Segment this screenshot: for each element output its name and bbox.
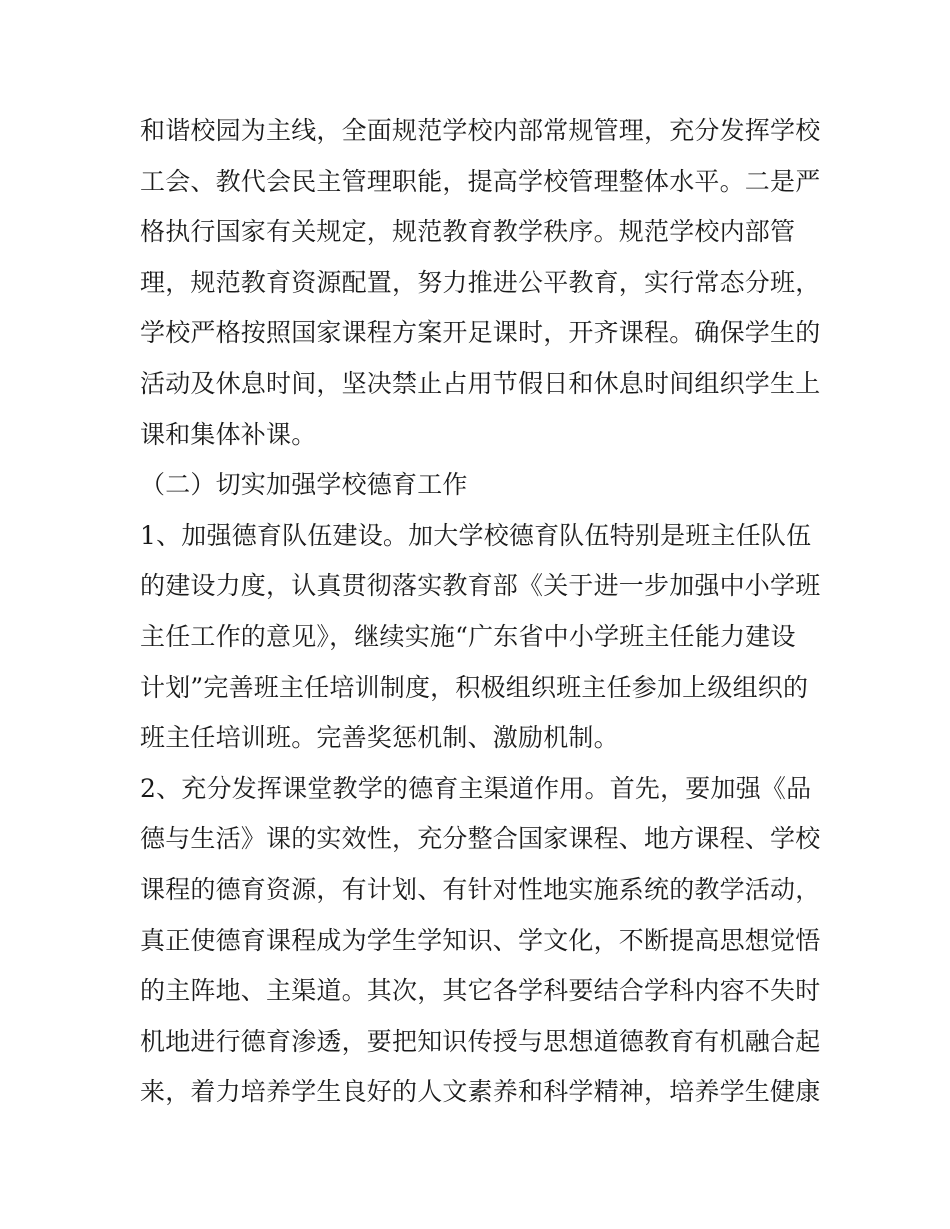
- body-line-5: 学校严格按照国家课程方案开足课时，开齐课程。确保学生的: [140, 318, 821, 348]
- body-line-3: 格执行国家有关规定，规范教育教学秩序。规范学校内部管: [140, 217, 796, 247]
- item-2-line-3: 课程的德育资源，有计划、有针对性地实施系统的教学活动，: [140, 874, 821, 904]
- item-1-line-5: 班主任培训班。完善奖惩机制、激励机制。: [140, 723, 619, 753]
- item-1-line-4: 计划”完善班主任培训制度，积极组织班主任参加上级组织的: [140, 672, 809, 702]
- item-1-line-3: 主任工作的意见》，继续实施“广东省中小学班主任能力建设: [140, 621, 796, 651]
- body-line-2: 工会、教代会民主管理职能，提高学校管理整体水平。二是严: [140, 166, 821, 196]
- item-2-line-7: 来，着力培养学生良好的人文素养和科学精神，培养学生健康: [140, 1077, 821, 1107]
- document-body: [140, 106, 820, 1118]
- item-2-line-2: 德与生活》课的实效性，充分整合国家课程、地方课程、学校: [140, 824, 821, 854]
- body-line-7: 课和集体补课。: [140, 419, 317, 449]
- item-1-line-2: 的建设力度，认真贯彻落实教育部《关于进一步加强中小学班: [140, 571, 821, 601]
- item-2-line-5: 的主阵地、主渠道。其次，其它各学科要结合学科内容不失时: [140, 976, 821, 1006]
- body-line-4: 理，规范教育资源配置，努力推进公平教育，实行常态分班，: [140, 267, 821, 297]
- section-heading: （二）切实加强学校德育工作: [140, 470, 468, 500]
- body-line-1: 和谐校园为主线，全面规范学校内部常规管理，充分发挥学校: [140, 116, 821, 145]
- item-2-line-4: 真正使德育课程成为学生学知识、学文化，不断提高思想觉悟: [140, 925, 821, 955]
- item-2-line-1: 2、充分发挥课堂教学的德育主渠道作用。首先，要加强《品: [140, 773, 812, 803]
- body-line-6: 活动及休息时间，坚决禁止占用节假日和休息时间组织学生上: [140, 368, 821, 398]
- item-1-line-1: 1、加强德育队伍建设。加大学校德育队伍特别是班主任队伍: [140, 520, 812, 550]
- item-2-line-6: 机地进行德育渗透，要把知识传授与思想道德教育有机融合起: [140, 1026, 821, 1056]
